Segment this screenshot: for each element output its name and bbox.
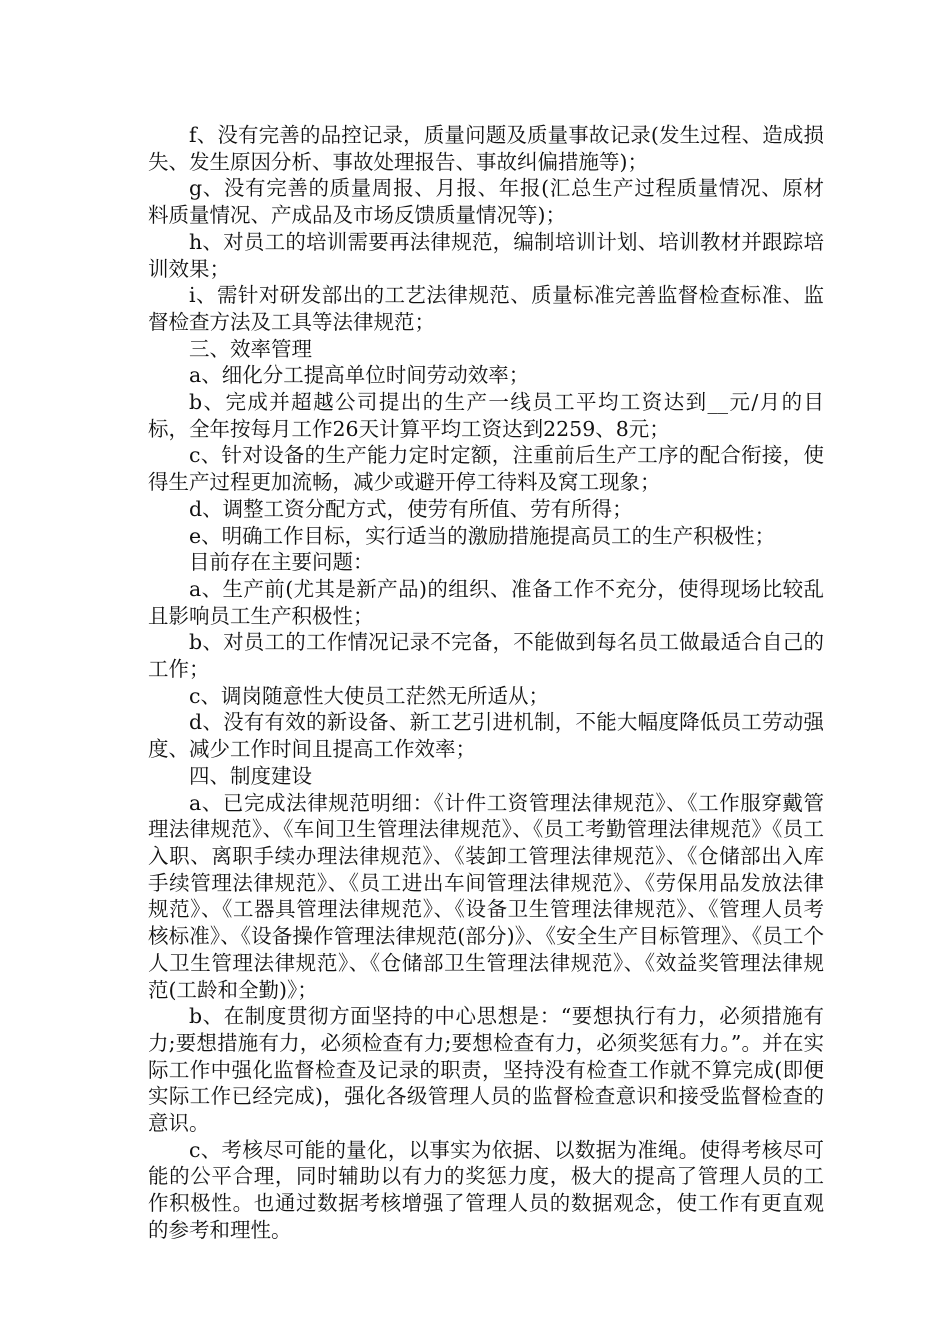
para-b-wages: b、完成并超越公司提出的生产一线员工平均工资达到__元/月的目标，全年按每月工作26天计算平均工资达到2259、8元； bbox=[148, 390, 824, 441]
para-a-preparation: a、生产前(尤其是新产品)的组织、准备工作不充分，使得现场比较乱且影响员工生产积极性； bbox=[148, 576, 824, 628]
document-body bbox=[148, 122, 824, 1244]
para-a-regulations: a、已完成法律规范明细：《计件工资管理法律规范》、《工作服穿戴管理法律规范》、《车间卫生管理法律规范》、《员工考勤管理法律规范》《员工入职、离职手续办理法律规范》、《装卸工管理法律规范》、《仓储部出入库手续管理法律规范》、《员工进出车间管理法律规范》、《劳保用品发放法律规范》、《工器具管理法律规范》、《设备卫生管理法律规范》、《管理人员考核标准》、《设备操作管理法律规范(部分)》、《安全生产目标管理》、《员工个人卫生管理法律规范》、《仓储部卫生管理法律规范》、《效益奖管理法律规范(工龄和全勤)》； bbox=[148, 790, 824, 1002]
para-c-transfer: c、调岗随意性大使员工茫然无所适从； bbox=[189, 683, 549, 708]
para-d-salary: d、调整工资分配方式，使劳有所值、劳有所得； bbox=[189, 496, 633, 521]
para-d-equipment: d、没有有效的新设备、新工艺引进机制，不能大幅度降低员工劳动强度、减少工作时间且提高工作效率； bbox=[148, 710, 824, 762]
para-e-goals: e、明确工作目标，实行适当的激励措施提高员工的生产积极性； bbox=[189, 523, 776, 548]
para-b-records: b、对员工的工作情况记录不完备，不能做到每名员工做最适合自己的工作； bbox=[148, 630, 824, 682]
para-i-inspection: i、需针对研发部出的工艺法律规范、质量标准完善监督检查标准、监督检查方法及工具等法律规范； bbox=[148, 283, 824, 334]
para-c-quota: c、针对设备的生产能力定时定额，注重前后生产工序的配合衔接，使得生产过程更加流畅，减少或避开停工待料及窝工现象； bbox=[148, 443, 824, 495]
heading-system: 四、制度建设 bbox=[189, 763, 312, 788]
para-a-division: a、细化分工提高单位时间劳动效率； bbox=[189, 363, 530, 388]
heading-problems: 目前存在主要问题： bbox=[189, 550, 374, 575]
heading-efficiency: 三、效率管理 bbox=[189, 336, 312, 361]
para-b-enforcement: b、在制度贯彻方面坚持的中心思想是：“要想执行有力，必须措施有力;要想措施有力，必须检查有力;要想检查有力，必须奖惩有力。”。并在实际工作中强化监督检查及记录的职责，坚持没有检查工作就不算完成(即便实际工作已经完成)，强化各级管理人员的监督检查意识和接受监督检查的意识。 bbox=[148, 1004, 824, 1136]
para-f-quality-records: f、没有完善的品控记录，质量问题及质量事故记录(发生过程、造成损失、发生原因分析、事故处理报告、事故纠偏措施等)； bbox=[148, 123, 824, 174]
para-c-assessment: c、考核尽可能的量化，以事实为依据、以数据为准绳。使得考核尽可能的公平合理，同时辅助以有力的奖惩力度，极大的提高了管理人员的工作积极性。也通过数据考核增强了管理人员的数据观念，使工作有更直观的参考和理性。 bbox=[148, 1137, 824, 1242]
para-g-quality-reports: g、没有完善的质量周报、月报、年报(汇总生产过程质量情况、原材料质量情况、产成品及市场反馈质量情况等)； bbox=[148, 176, 824, 228]
para-h-training: h、对员工的培训需要再法律规范，编制培训计划、培训教材并跟踪培训效果； bbox=[148, 229, 824, 281]
